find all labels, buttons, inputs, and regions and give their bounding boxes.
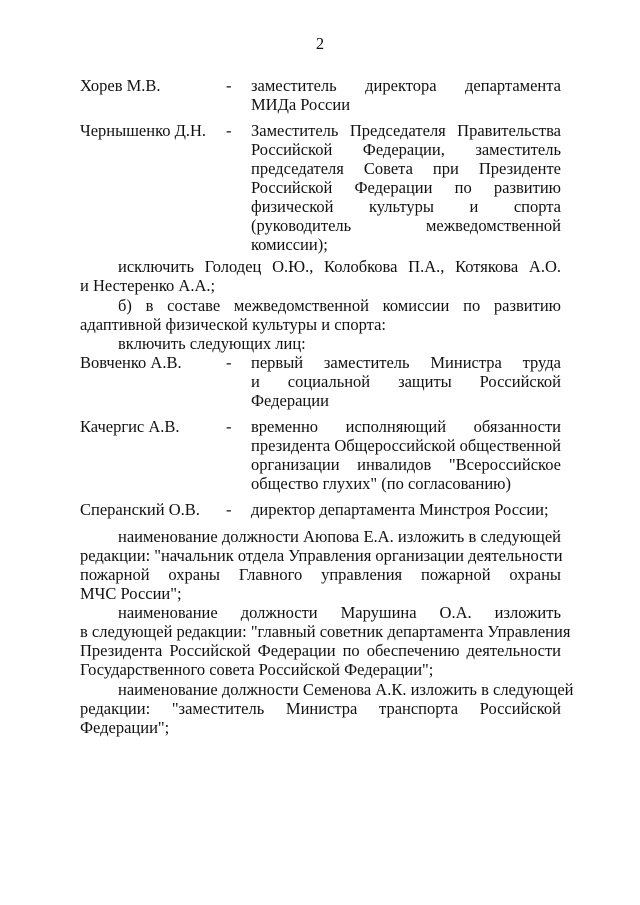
paragraph-line: наименование должности Марушина О.А. изложить [118, 603, 561, 622]
paragraph-line: наименование должности Семенова А.К. изложить в следующей [118, 680, 574, 699]
role-line: МИДа России [251, 95, 351, 114]
page-number: 2 [315, 34, 325, 53]
member-role [251, 417, 561, 493]
paragraph-semenov [80, 680, 574, 737]
role-line: Заместитель Председателя Правительства [251, 121, 561, 140]
paragraph-line: включить следующих лиц: [118, 334, 306, 353]
paragraph-aupov [80, 527, 561, 603]
member-role [251, 76, 561, 114]
role-line: общество глухих" (по согласованию) [251, 474, 511, 493]
paragraph-marushin [80, 603, 571, 679]
member-role [251, 500, 561, 519]
member-name: Чернышенко Д.Н. [80, 121, 207, 140]
role-line: организации инвалидов "Всероссийское [251, 455, 561, 474]
member-dash: - [226, 353, 232, 372]
member-name: Вовченко А.В. [80, 353, 182, 372]
role-line: Российской Федерации, заместитель [251, 140, 561, 159]
paragraph-exclude [80, 257, 561, 295]
paragraph-line: редакции: "заместитель Министра транспорта Российской [80, 699, 561, 718]
paragraph-line: адаптивной физической культуры и спорта: [80, 315, 386, 334]
role-line: председателя Совета при Президенте [251, 159, 561, 178]
paragraph-line: МЧС России"; [80, 584, 182, 603]
role-line: директор департамента Минстроя России; [251, 500, 549, 519]
role-line: временно исполняющий обязанности [251, 417, 561, 436]
paragraph-line: Государственного совета Российской Федерации"; [80, 660, 434, 679]
role-line: (руководитель межведомственной [251, 216, 561, 235]
member-name: Качергис А.В. [80, 417, 180, 436]
role-line: физической культуры и спорта [251, 197, 561, 216]
paragraph-line: Президента Российской Федерации по обеспечению деятельности [80, 641, 561, 660]
paragraph-line: пожарной охраны Главного управления пожарной охраны [80, 565, 561, 584]
member-dash: - [226, 417, 232, 436]
role-line: заместитель директора департамента [251, 76, 561, 95]
role-line: и социальной защиты Российской [251, 372, 561, 391]
paragraph-line: в следующей редакции: "главный советник департамента Управления [80, 622, 571, 641]
paragraph-section-b [80, 296, 561, 334]
paragraph-line: и Нестеренко А.А.; [80, 276, 216, 295]
role-line: Российской Федерации по развитию [251, 178, 561, 197]
paragraph-include [80, 334, 561, 353]
role-line: Федерации [251, 391, 329, 410]
member-name: Сперанский О.В. [80, 500, 200, 519]
member-role [251, 353, 561, 410]
paragraph-line: редакции: "начальник отдела Управления организации деятельности [80, 546, 563, 565]
paragraph-line: наименование должности Аюпова Е.А. изложить в следующей [118, 527, 561, 546]
member-dash: - [226, 76, 232, 95]
member-role [251, 121, 561, 254]
role-line: комиссии); [251, 235, 328, 254]
paragraph-line: б) в составе межведомственной комиссии по развитию [118, 296, 561, 315]
role-line: президента Общероссийской общественной [251, 436, 562, 455]
member-dash: - [226, 500, 232, 519]
paragraph-line: Федерации"; [80, 718, 170, 737]
paragraph-line: исключить Голодец О.Ю., Колобкова П.А., Котякова А.О. [118, 257, 561, 276]
role-line: первый заместитель Министра труда [251, 353, 561, 372]
member-name: Хорев М.В. [80, 76, 161, 95]
member-dash: - [226, 121, 232, 140]
